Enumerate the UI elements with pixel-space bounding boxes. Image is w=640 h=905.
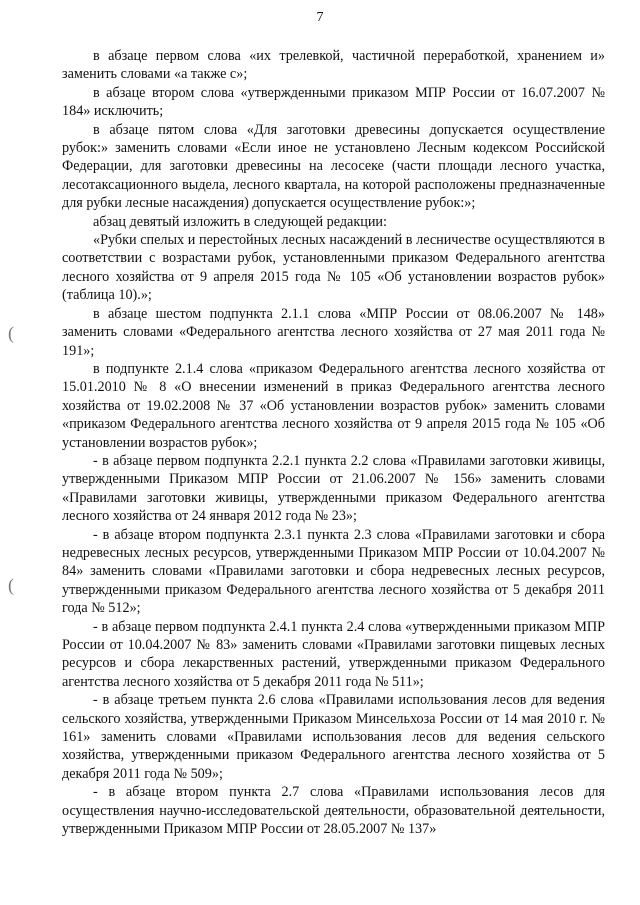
paragraph: «Рубки спелых и перестойных лесных насаждений в лесничестве осуществляются в соответствии с возрастами рубок, установленными приказом Федерального агентства лесного хозяйства от 9 апреля 2015 года № 105 «Об установлении возрастов рубок» (таблица 10).»;	[62, 232, 605, 304]
margin-bracket-mark: (	[8, 323, 14, 343]
paragraph: в абзаце втором слова «утвержденными приказом МПР России от 16.07.2007 № 184» исключить;	[62, 84, 605, 120]
paragraph: - в абзаце втором пункта 2.7 слова «Правилами использования лесов для осуществления научно-исследовательской деятельности, образовательной деятельности, утвержденными Приказом МПР России от 28.05.2007 № 137»	[62, 784, 605, 838]
document-body	[62, 47, 605, 838]
page-number: 7	[316, 10, 324, 25]
paragraph: абзац девятый изложить в следующей редакции:	[93, 213, 387, 230]
paragraph: в абзаце пятом слова «Для заготовки древесины допускается осуществление рубок:» заменить словами «Если иное не установлено Лесным кодексом Российской Федерации, для заготовки древесины на лесосеке (части площади лесного участка, лесотаксационного выдела, лесного квартала, на которой расположены предназначенные для рубки лесные насаждения) допускается осуществление рубок:»;	[62, 121, 605, 212]
paragraph: - в абзаце втором подпункта 2.3.1 пункта 2.3 слова «Правилами заготовки и сбора недревесных лесных ресурсов, утвержденными Приказом МПР России от 10.04.2007 № 84» заменить словами «Правилами заготовки и сбора недревесных лесных ресурсов, утвержденными приказом Федерального агентства лесного хозяйства от 5 декабря 2011 года № 512»;	[62, 526, 605, 617]
paragraph: - в абзаце третьем пункта 2.6 слова «Правилами использования лесов для ведения сельского хозяйства, утвержденными Приказом Минсельхоза России от 14 мая 2010 г. № 161» заменить словами «Правилами использования лесов для ведения сельского хозяйства, утвержденными приказом Федерального агентства лесного хозяйства от 5 декабря 2011 года № 509»;	[62, 692, 605, 782]
paragraph: - в абзаце первом подпункта 2.4.1 пункта 2.4 слова «утвержденными приказом МПР России от 10.04.2007 № 83» заменить словами «Правилами заготовки пищевых лесных ресурсов и сбора лекарственных растений, утвержденными приказом Федерального агентства лесного хозяйства от 5 декабря 2011 года № 511»;	[62, 618, 605, 690]
margin-bracket-mark: (	[8, 575, 14, 595]
paragraph: в подпункте 2.1.4 слова «приказом Федерального агентства лесного хозяйства от 15.01.2010 № 8 «О внесении изменений в приказ Федерального агентства лесного хозяйства от 19.02.2008 № 37 «Об установлении возрастов рубок» заменить словами «приказом Федерального агентства лесного хозяйства от 9 апреля 2015 года № 105 «Об установлении возрастов рубок»;	[62, 360, 605, 451]
paragraph: в абзаце шестом подпункта 2.1.1 слова «МПР России от 08.06.2007 № 148» заменить словами «Федерального агентства лесного хозяйства от 27 мая 2011 года № 191»;	[62, 305, 605, 359]
paragraph: - в абзаце первом подпункта 2.2.1 пункта 2.2 слова «Правилами заготовки живицы, утвержденными Приказом МПР России от 21.06.2007 № 156» заменить словами «Правилами заготовки живицы, утвержденными приказом Федерального агентства лесного хозяйства от 24 января 2012 года № 23»;	[62, 452, 605, 525]
paragraph: в абзаце первом слова «их трелевкой, частичной переработкой, хранением и» заменить словами «а также с»;	[62, 48, 605, 83]
